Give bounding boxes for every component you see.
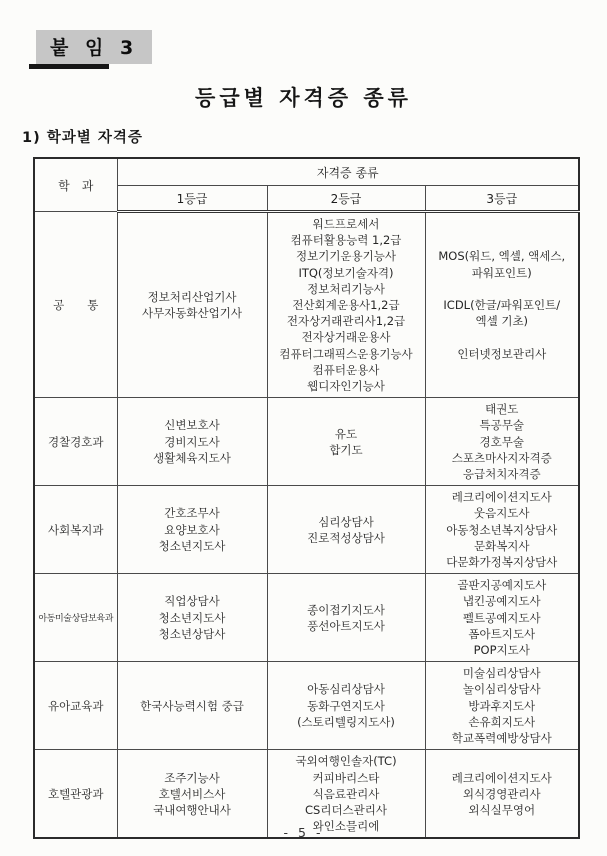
cert-line: 정보기기운용기능사 (296, 249, 396, 264)
grade-cell (267, 398, 425, 486)
cert-line: 간호조무사 (164, 506, 220, 521)
dept-cell: 경찰경호과 (34, 398, 117, 486)
table-row (34, 662, 579, 750)
cert-line: 태권도 (485, 402, 519, 417)
cert-line: 아동청소년복지상담사 (446, 522, 558, 537)
cert-line: 호텔서비스사 (158, 786, 226, 801)
cert-line: 진로적성상담사 (307, 530, 385, 545)
cert-line: POP지도사 (473, 643, 530, 658)
table-row (34, 486, 579, 574)
cert-line: 식음료관리사 (312, 786, 380, 801)
cert-line: CS리더스관리사 (305, 802, 387, 817)
grade-cell (117, 486, 267, 574)
cert-line: 사무자동화산업기사 (142, 306, 242, 321)
cert-line: 레크리에이션지도사 (451, 770, 552, 785)
cert-line: 국내여행안내사 (153, 802, 231, 817)
cert-line: 컴퓨터운용사 (312, 362, 380, 377)
cert-line: 신변보호사 (164, 418, 220, 433)
cert-line: 직업상담사 (164, 594, 220, 609)
cert-line: 청소년상담사 (158, 626, 226, 641)
table-row (34, 212, 579, 398)
section-label: 1) 학과별 자격증 (22, 130, 143, 146)
dept-cell: 유아교육과 (34, 662, 117, 750)
grade-cell (267, 486, 425, 574)
cert-line: 청소년지도사 (158, 538, 226, 553)
grade-cell (425, 486, 579, 574)
grade-cell (117, 574, 267, 662)
cert-line: 외식실무영어 (468, 802, 536, 817)
table-row (34, 398, 579, 486)
header-row-group (34, 158, 579, 186)
table-row (34, 574, 579, 662)
cert-line: 미술심리상담사 (462, 666, 541, 681)
cert-line: 조주기능사 (164, 770, 220, 785)
grade-cell (425, 574, 579, 662)
cert-line: 요양보호사 (164, 522, 220, 537)
dept-cell: 아동미술상담보육과 (34, 574, 117, 662)
cert-line: 와인소믈리에 (312, 819, 380, 834)
cert-line: 동화구연지도사 (307, 698, 385, 713)
cert-line: 유도 (334, 426, 358, 441)
cert-line: 놀이심리상담사 (462, 682, 541, 697)
cert-line: MOS(워드, 엑셀, 액세스, (438, 249, 566, 264)
cert-line: 문화복지사 (473, 538, 530, 553)
cert-line: 경비지도사 (164, 434, 220, 449)
cert-line: 한국사능력시험 중급 (140, 698, 244, 713)
cert-line: 전자상거래관리사1,2급 (286, 314, 406, 329)
cert-line (428, 329, 577, 345)
column-header-grade1: 1등급 (117, 186, 267, 212)
cert-line: 응급처치자격증 (462, 467, 541, 482)
grade-cell (117, 212, 267, 398)
cert-line: 정보처리기능사 (307, 281, 385, 296)
cert-line: 심리상담사 (318, 514, 374, 529)
cert-line: 손유희지도사 (468, 714, 536, 729)
attachment-badge-label: 붙 임 3 (36, 30, 152, 64)
cert-line: ITQ(정보기술자격) (298, 265, 394, 280)
dept-cell: 공 통 (34, 212, 117, 398)
cert-line: 웹디자인기능사 (307, 379, 385, 394)
page-number: - 5 - (283, 825, 324, 840)
table-header (34, 158, 579, 212)
cert-line: 풍선아트지도사 (307, 618, 385, 633)
cert-line: ICDL(한글/파워포인트/ (443, 298, 561, 313)
cert-line: 청소년지도사 (158, 610, 226, 625)
cert-line: 폼아트지도사 (468, 626, 536, 641)
cert-line: 합기도 (329, 442, 363, 457)
cert-line: 종이접기지도사 (307, 602, 385, 617)
column-header-grade2: 2등급 (267, 186, 425, 212)
badge-underline (29, 64, 109, 69)
cert-line: 특공무술 (479, 418, 524, 433)
cert-line: 컴퓨터그래픽스운용기능사 (279, 346, 413, 361)
cert-line: (스토리텔링지도사) (297, 714, 395, 729)
cert-line: 커피바리스타 (312, 770, 380, 785)
page-title: 등급별 자격증 종류 (195, 86, 412, 110)
cert-line: 생활체육지도사 (153, 450, 231, 465)
grade-cell (117, 398, 267, 486)
table-body (34, 212, 579, 839)
dept-cell: 사회복지과 (34, 486, 117, 574)
cert-line: 학교폭력예방상담사 (451, 731, 552, 746)
cert-line: 아동심리상담사 (307, 682, 385, 697)
cert-line: 레크리에이션지도사 (451, 490, 552, 505)
grade-cell (267, 662, 425, 750)
cert-line: 웃음지도사 (473, 506, 530, 521)
grade-cell (425, 662, 579, 750)
column-header-cert-types: 자격증 종류 (117, 158, 579, 186)
attachment-badge (36, 30, 152, 64)
cert-line: 펠트공예지도사 (462, 610, 541, 625)
cert-line: 워드프로세서 (312, 217, 380, 231)
cert-line: 골판지공예지도사 (457, 578, 547, 593)
cert-line (428, 281, 577, 297)
cert-line: 냅킨공예지도사 (462, 594, 541, 609)
cert-line: 인터넷정보관리사 (457, 346, 547, 361)
grade-cell (425, 212, 579, 398)
cert-line: 스포츠마사지자격증 (451, 450, 552, 465)
cert-line: 파워포인트) (471, 265, 532, 280)
grade-cell (425, 398, 579, 486)
dept-cell: 호텔관광과 (34, 750, 117, 839)
grade-cell (267, 574, 425, 662)
grade-cell (117, 662, 267, 750)
cert-line: 방과후지도사 (468, 698, 536, 713)
cert-line: 경호무술 (479, 434, 524, 449)
cert-line: 국외여행인솔자(TC) (295, 754, 397, 769)
cert-line: 외식경영관리사 (462, 786, 541, 801)
cert-line: 다문화가정복지상담사 (446, 555, 558, 570)
grade-cell (267, 212, 425, 398)
column-header-dept: 학 과 (34, 158, 117, 212)
cert-line: 컴퓨터활용능력 1,2급 (290, 233, 402, 248)
cert-line: 정보처리산업기사 (147, 289, 237, 304)
cert-line: 엑셀 기초) (475, 314, 529, 329)
certificate-table (33, 157, 580, 839)
cert-line: 전자상거래운용사 (301, 330, 391, 345)
cert-line: 전산회계운용사1,2급 (292, 298, 400, 313)
column-header-grade3: 3등급 (425, 186, 579, 212)
